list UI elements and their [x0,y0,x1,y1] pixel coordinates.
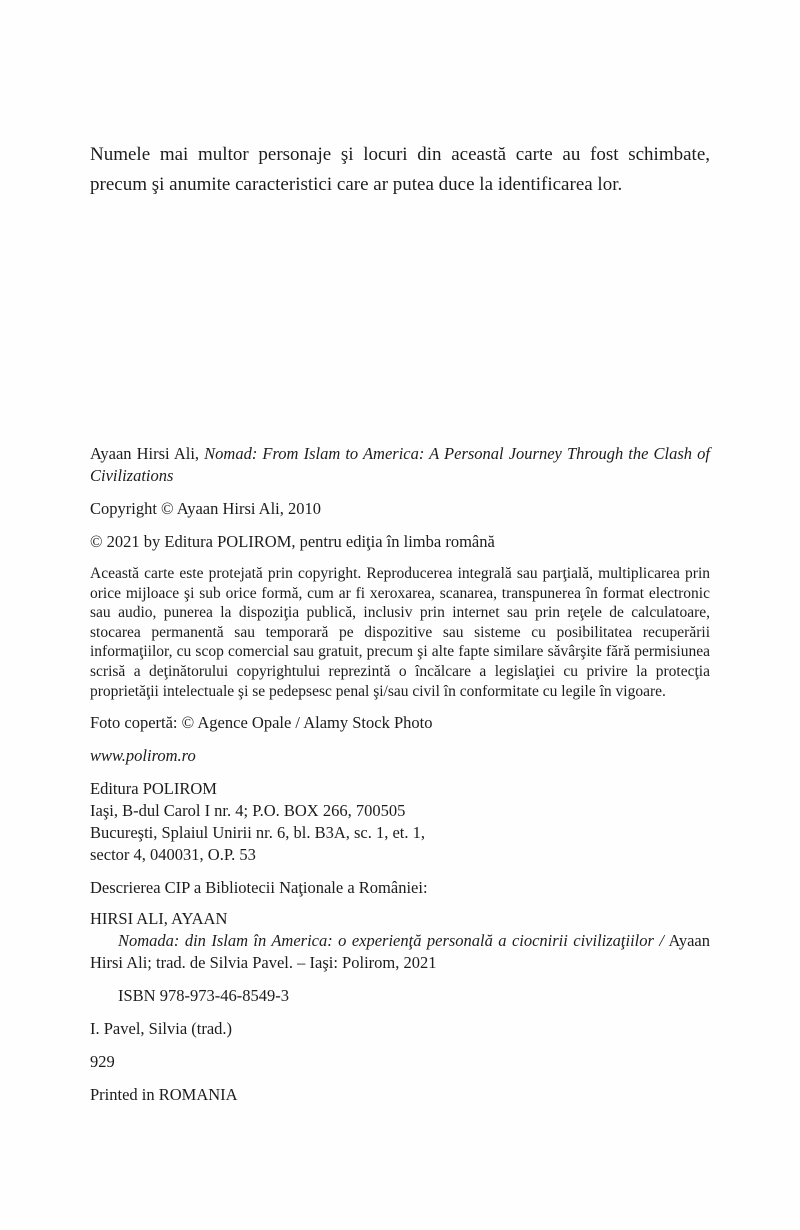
publisher-address-bucuresti-line2: sector 4, 040031, O.P. 53 [90,845,256,865]
copyright-original: Copyright © Ayaan Hirsi Ali, 2010 [90,499,322,518]
printed-in: Printed in ROMANIA [90,1085,238,1105]
cip-title-line [90,930,710,974]
cip-translator-entry: I. Pavel, Silvia (trad.) [90,1019,233,1039]
original-title: Nomad: From Islam to America: A Personal Journey Through the Clash of Civilizations [90,444,710,485]
publisher-address-block [90,778,710,866]
copyright-romanian-edition: © 2021 by Editura POLIROM, pentru ediţia în limba română [90,532,495,551]
publisher-address-iasi: Iaşi, B-dul Carol I nr. 4; P.O. BOX 266, 700505 [90,801,406,821]
publisher-website: www.polirom.ro [90,746,196,766]
original-title-line [90,443,710,487]
credits-section [90,443,710,1106]
isbn: ISBN 978-973-46-8549-3 [118,986,289,1006]
cip-title-statement: Ayaan Hirsi Ali; trad. de Silvia Pavel. – Iaşi: Polirom, 2021 [90,931,710,973]
cip-heading: Descrierea CIP a Bibliotecii Naţionale a României: [90,878,428,898]
original-author: Ayaan Hirsi Ali, [90,444,205,463]
cip-classification-number: 929 [90,1052,115,1072]
publisher-name: Editura POLIROM [90,779,217,799]
cover-photo-credit: Foto copertă: © Agence Opale / Alamy Stock Photo [90,713,433,733]
cip-entry [90,908,710,974]
legal-notice: Această carte este protejată prin copyright. Reproducerea integrală sau parţială, multiplicarea prin orice mijloace şi sub orice formă, cum ar fi xeroxarea, scanarea, transpunerea în format electronic sau audio, punerea la dispoziţia publică, inclusiv prin internet sau prin reţele de calculatoare, stocarea permanentă sau temporară pe dispozitive sau sisteme cu posibilitatea recuperării informaţiilor, cu scop comercial sau gratuit, precum şi alte fapte similare săvârşite fără permisiunea scrisă a deţinătorului copyrightului reprezintă o încălcare a legislaţiei cu privire la protecţia proprietăţii intelectuale şi se pedepsesc penal şi/sau civil în conformitate cu legile în vigoare. [90,565,710,700]
name-change-notice: Numele mai multor personaje şi locuri din această carte au fost schimbate, precum şi anumite caracteristici care ar putea duce la identificarea lor. [90,144,710,195]
cip-title-romanian: Nomada: din Islam în America: o experienţă personală a ciocnirii civilizaţiilor / [118,931,664,951]
publisher-address-bucuresti-line1: Bucureşti, Splaiul Unirii nr. 6, bl. B3A, sc. 1, et. 1, [90,823,426,843]
cip-author-heading: HIRSI ALI, AYAAN [90,909,228,929]
